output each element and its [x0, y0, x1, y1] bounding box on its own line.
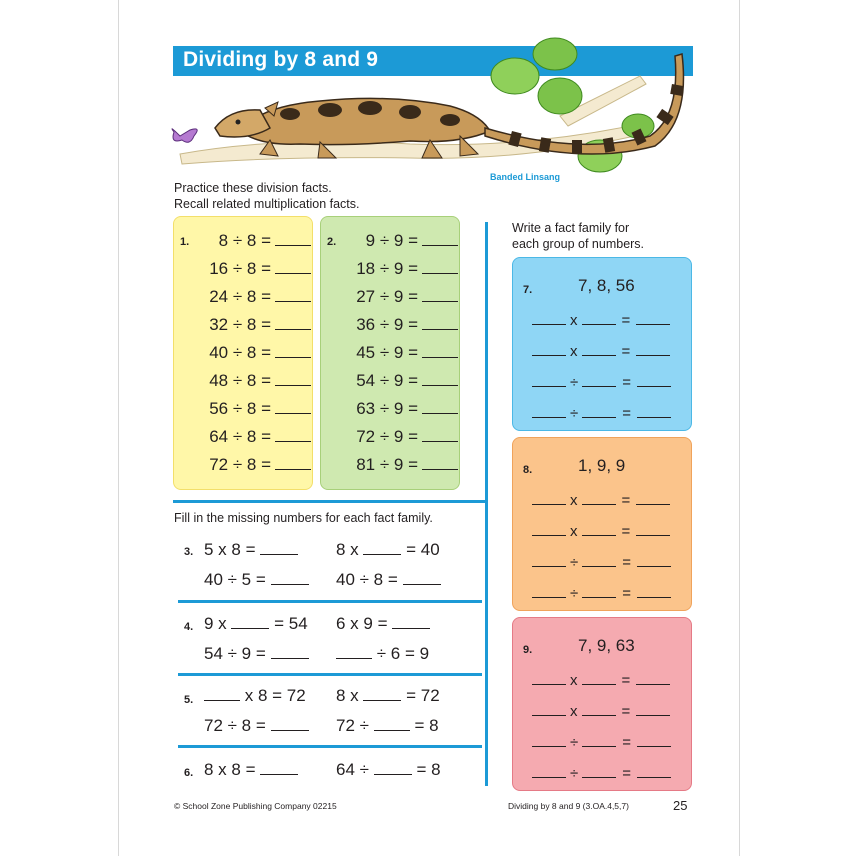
equation-text: 72 ÷ — [336, 716, 369, 735]
operator: ÷ — [570, 734, 579, 751]
equation-text: 9 x — [204, 614, 227, 633]
equation-text: = 72 — [406, 686, 440, 705]
division-fact — [346, 315, 458, 335]
answer-blank[interactable] — [532, 670, 566, 685]
answer-blank[interactable] — [532, 583, 566, 598]
operator: x — [570, 343, 578, 360]
fact-family-equation — [532, 521, 670, 540]
equation-text: 8 x — [336, 686, 359, 705]
answer-blank[interactable] — [260, 760, 298, 775]
answer-blank[interactable] — [422, 455, 458, 470]
equation-text: ÷ 6 = 9 — [376, 644, 430, 663]
division-fact — [346, 399, 458, 419]
division-fact — [199, 343, 311, 363]
answer-blank[interactable] — [336, 644, 372, 659]
answer-blank[interactable] — [532, 552, 566, 567]
equation-text: 64 ÷ — [336, 760, 369, 779]
footer-topic: Dividing by 8 and 9 (3.OA.4,5,7) — [508, 801, 629, 811]
answer-blank[interactable] — [532, 701, 566, 716]
answer-blank[interactable] — [532, 763, 566, 778]
problem-number: 5. — [184, 694, 194, 706]
answer-blank[interactable] — [582, 372, 616, 387]
section-divider — [173, 500, 485, 503]
equation — [204, 760, 298, 780]
fact-text: 24 ÷ 8 = — [209, 287, 271, 306]
answer-blank[interactable] — [275, 455, 311, 470]
instruction-line: each group of numbers. — [512, 237, 645, 251]
equation — [204, 686, 306, 706]
answer-blank[interactable] — [275, 427, 311, 442]
copyright: © School Zone Publishing Company 02215 — [174, 801, 337, 811]
answer-blank[interactable] — [532, 490, 566, 505]
problem-number: 9. — [523, 644, 533, 656]
equation — [336, 614, 430, 634]
page-title: Dividing by 8 and 9 — [183, 48, 379, 71]
fact-text: 63 ÷ 9 = — [356, 399, 418, 418]
division-fact — [199, 427, 311, 447]
answer-blank[interactable] — [582, 732, 616, 747]
fact-text: 64 ÷ 8 = — [209, 427, 271, 446]
equals-sign: = — [622, 734, 631, 751]
operator: x — [570, 672, 578, 689]
equals-sign: = — [622, 405, 631, 422]
answer-blank[interactable] — [422, 343, 458, 358]
answer-blank[interactable] — [403, 570, 441, 585]
answer-blank[interactable] — [636, 341, 670, 356]
operator: ÷ — [570, 554, 579, 571]
answer-blank[interactable] — [392, 614, 430, 629]
answer-blank[interactable] — [422, 287, 458, 302]
equation-text: 8 x — [336, 540, 359, 559]
equation-text: 5 x 8 = — [204, 540, 256, 559]
fact-family-equation — [532, 732, 671, 751]
fact-family-equation — [532, 403, 671, 422]
operator: x — [570, 523, 578, 540]
answer-blank[interactable] — [271, 644, 309, 659]
equals-sign: = — [622, 765, 631, 782]
fact-text: 36 ÷ 9 = — [356, 315, 418, 334]
equals-sign: = — [621, 343, 631, 360]
answer-blank[interactable] — [271, 716, 309, 731]
equation-text: = 40 — [406, 540, 440, 559]
division-fact — [199, 399, 311, 419]
equation-text: = 54 — [274, 614, 308, 633]
fact-text: 8 ÷ 8 = — [218, 231, 271, 250]
fact-family-equation — [532, 552, 671, 571]
problem-number: 3. — [184, 546, 194, 558]
section-divider — [178, 600, 482, 603]
division-fact — [199, 259, 311, 279]
answer-blank[interactable] — [275, 399, 311, 414]
operator: x — [570, 312, 578, 329]
answer-blank[interactable] — [582, 341, 616, 356]
problem-number: 2. — [327, 236, 337, 248]
equals-sign: = — [621, 672, 631, 689]
answer-blank[interactable] — [275, 371, 311, 386]
illustration-caption: Banded Linsang — [490, 172, 561, 182]
column-divider — [485, 222, 488, 786]
answer-blank[interactable] — [275, 287, 311, 302]
fact-family-equation — [532, 372, 671, 391]
instruction-line: Write a fact family for — [512, 221, 630, 235]
fact-text: 32 ÷ 8 = — [209, 315, 271, 334]
answer-blank[interactable] — [637, 552, 671, 567]
fact-family-equation — [532, 310, 670, 329]
division-fact — [199, 315, 311, 335]
fact-text: 27 ÷ 9 = — [356, 287, 418, 306]
fact-text: 72 ÷ 9 = — [356, 427, 418, 446]
answer-blank[interactable] — [374, 716, 410, 731]
answer-blank[interactable] — [422, 315, 458, 330]
answer-blank[interactable] — [582, 763, 616, 778]
division-fact — [199, 455, 311, 475]
equation-text: 6 x 9 = — [336, 614, 388, 633]
answer-blank[interactable] — [422, 231, 458, 246]
equation — [336, 644, 429, 664]
fact-text: 18 ÷ 9 = — [356, 259, 418, 278]
division-fact — [199, 231, 311, 251]
number-group: 7, 8, 56 — [578, 276, 635, 295]
answer-blank[interactable] — [637, 583, 671, 598]
division-fact — [346, 287, 458, 307]
answer-blank[interactable] — [374, 760, 412, 775]
answer-blank[interactable] — [275, 315, 311, 330]
answer-blank[interactable] — [275, 231, 311, 246]
equation — [336, 760, 441, 780]
operator: ÷ — [570, 405, 579, 422]
equation-text: 8 x 8 = — [204, 760, 256, 779]
fact-text: 72 ÷ 8 = — [209, 455, 271, 474]
fact-family-equation — [532, 670, 670, 689]
answer-blank[interactable] — [636, 310, 670, 325]
division-fact — [199, 287, 311, 307]
answer-blank[interactable] — [363, 686, 401, 701]
fact-family-equation — [532, 341, 670, 360]
instructions-missing: Fill in the missing numbers for each fact family. — [174, 511, 433, 525]
answer-blank[interactable] — [582, 521, 616, 536]
answer-blank[interactable] — [275, 343, 311, 358]
equation — [336, 540, 440, 560]
equation — [336, 686, 440, 706]
section-divider — [178, 673, 482, 676]
equals-sign: = — [621, 523, 631, 540]
division-fact — [346, 231, 458, 251]
answer-blank[interactable] — [582, 701, 616, 716]
answer-blank[interactable] — [532, 403, 566, 418]
answer-blank[interactable] — [422, 371, 458, 386]
division-fact — [346, 259, 458, 279]
equals-sign: = — [621, 312, 631, 329]
answer-blank[interactable] — [637, 403, 671, 418]
equation — [204, 570, 309, 590]
answer-blank[interactable] — [532, 732, 566, 747]
equation — [336, 570, 441, 590]
answer-blank[interactable] — [582, 583, 616, 598]
equation — [336, 716, 439, 736]
answer-blank[interactable] — [422, 427, 458, 442]
fact-text: 45 ÷ 9 = — [356, 343, 418, 362]
division-fact — [346, 427, 458, 447]
equation-text: 72 ÷ 8 = — [204, 716, 266, 735]
instructions-division — [174, 180, 360, 212]
answer-blank[interactable] — [636, 521, 670, 536]
answer-blank[interactable] — [582, 403, 616, 418]
equation — [204, 644, 309, 664]
equation — [204, 540, 298, 560]
equation-text: 40 ÷ 8 = — [336, 570, 398, 589]
equals-sign: = — [622, 554, 631, 571]
fact-text: 56 ÷ 8 = — [209, 399, 271, 418]
answer-blank[interactable] — [532, 341, 566, 356]
fact-family-equation — [532, 583, 671, 602]
answer-blank[interactable] — [637, 372, 671, 387]
equation-text: = 8 — [416, 760, 441, 779]
answer-blank[interactable] — [582, 490, 616, 505]
operator: ÷ — [570, 765, 579, 782]
answer-blank[interactable] — [231, 614, 269, 629]
fact-text: 9 ÷ 9 = — [365, 231, 418, 250]
operator: ÷ — [570, 585, 579, 602]
answer-blank[interactable] — [422, 259, 458, 274]
instruction-line: Recall related multiplication facts. — [174, 197, 360, 211]
answer-blank[interactable] — [637, 732, 671, 747]
fact-text: 81 ÷ 9 = — [356, 455, 418, 474]
number-group: 7, 9, 63 — [578, 636, 635, 655]
instruction-line: Practice these division facts. — [174, 181, 332, 195]
answer-blank[interactable] — [636, 490, 670, 505]
answer-blank[interactable] — [582, 310, 616, 325]
equation-text: = 8 — [414, 716, 439, 735]
equation-text: x 8 = 72 — [244, 686, 306, 705]
division-fact — [346, 455, 458, 475]
problem-number: 1. — [180, 236, 190, 248]
fact-text: 54 ÷ 9 = — [356, 371, 418, 390]
answer-blank[interactable] — [582, 552, 616, 567]
answer-blank[interactable] — [363, 540, 401, 555]
equation — [204, 716, 309, 736]
fact-text: 48 ÷ 8 = — [209, 371, 271, 390]
answer-blank[interactable] — [260, 540, 298, 555]
section-divider — [178, 745, 482, 748]
division-fact — [346, 371, 458, 391]
fact-text: 16 ÷ 8 = — [209, 259, 271, 278]
equation-text: 54 ÷ 9 = — [204, 644, 266, 663]
operator: ÷ — [570, 374, 579, 391]
problem-number: 7. — [523, 284, 533, 296]
answer-blank[interactable] — [637, 763, 671, 778]
division-fact — [199, 371, 311, 391]
equals-sign: = — [622, 585, 631, 602]
division-fact — [346, 343, 458, 363]
equals-sign: = — [621, 703, 631, 720]
equation-text: 40 ÷ 5 = — [204, 570, 266, 589]
fact-family-equation — [532, 701, 670, 720]
answer-blank[interactable] — [204, 686, 240, 701]
equals-sign: = — [621, 492, 631, 509]
answer-blank[interactable] — [275, 259, 311, 274]
number-group: 1, 9, 9 — [578, 456, 626, 475]
answer-blank[interactable] — [532, 521, 566, 536]
fact-family-equation — [532, 763, 671, 782]
instructions-fact-family — [512, 220, 644, 252]
equation — [204, 614, 308, 634]
answer-blank[interactable] — [532, 372, 566, 387]
operator: x — [570, 492, 578, 509]
answer-blank[interactable] — [422, 399, 458, 414]
answer-blank[interactable] — [271, 570, 309, 585]
operator: x — [570, 703, 578, 720]
answer-blank[interactable] — [636, 670, 670, 685]
answer-blank[interactable] — [582, 670, 616, 685]
fact-text: 40 ÷ 8 = — [209, 343, 271, 362]
equals-sign: = — [622, 374, 631, 391]
problem-number: 8. — [523, 464, 533, 476]
answer-blank[interactable] — [636, 701, 670, 716]
page-number: 25 — [673, 798, 688, 813]
fact-family-equation — [532, 490, 670, 509]
answer-blank[interactable] — [532, 310, 566, 325]
problem-number: 6. — [184, 767, 194, 779]
problem-number: 4. — [184, 621, 194, 633]
